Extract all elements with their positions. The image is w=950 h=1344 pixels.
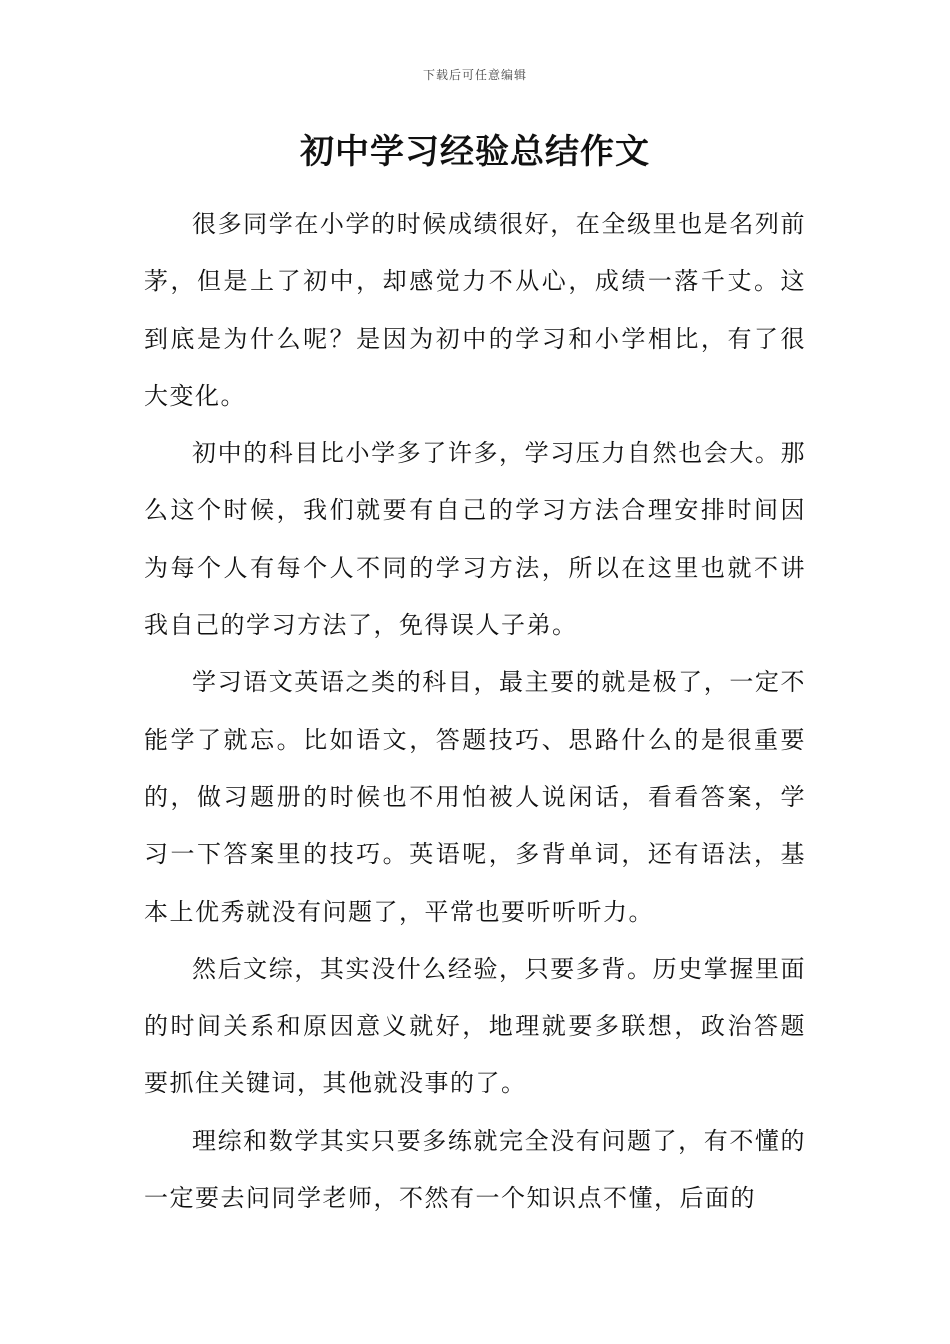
paragraph-2: 初中的科目比小学多了许多，学习压力自然也会大。那么这个时候，我们就要有自己的学习方法合理安排时间因为每个人有每个人不同的学习方法，所以在这里也就不讲我自己的学习方法了，免得误人子弟。: [144, 439, 806, 640]
header-note: 下载后可任意编辑: [422, 68, 527, 82]
paragraph-5: 理综和数学其实只要多练就完全没有问题了，有不懂的一定要去问同学老师，不然有一个知识点不懂，后面的: [144, 1126, 806, 1213]
paragraph-1: 很多同学在小学的时候成绩很好，在全级里也是名列前茅，但是上了初中，却感觉力不从心，成绩一落千丈。这到底是为什么呢？是因为初中的学习和小学相比，有了很大变化。: [144, 210, 806, 410]
document-title: 初中学习经验总结作文: [300, 132, 650, 172]
paragraph-3: 学习语文英语之类的科目，最主要的就是极了，一定不能学了就忘。比如语文，答题技巧、思路什么的是很重要的，做习题册的时候也不用怕被人说闲话，看看答案，学习一下答案里的技巧。英语呢，多背单词，还有语法，基本上优秀就没有问题了，平常也要听听听力。: [144, 668, 806, 926]
paragraph-4: 然后文综，其实没什么经验，只要多背。历史掌握里面的时间关系和原因意义就好，地理就要多联想，政治答题要抓住关键词，其他就没事的了。: [144, 954, 806, 1098]
document-body: [144, 196, 806, 1227]
